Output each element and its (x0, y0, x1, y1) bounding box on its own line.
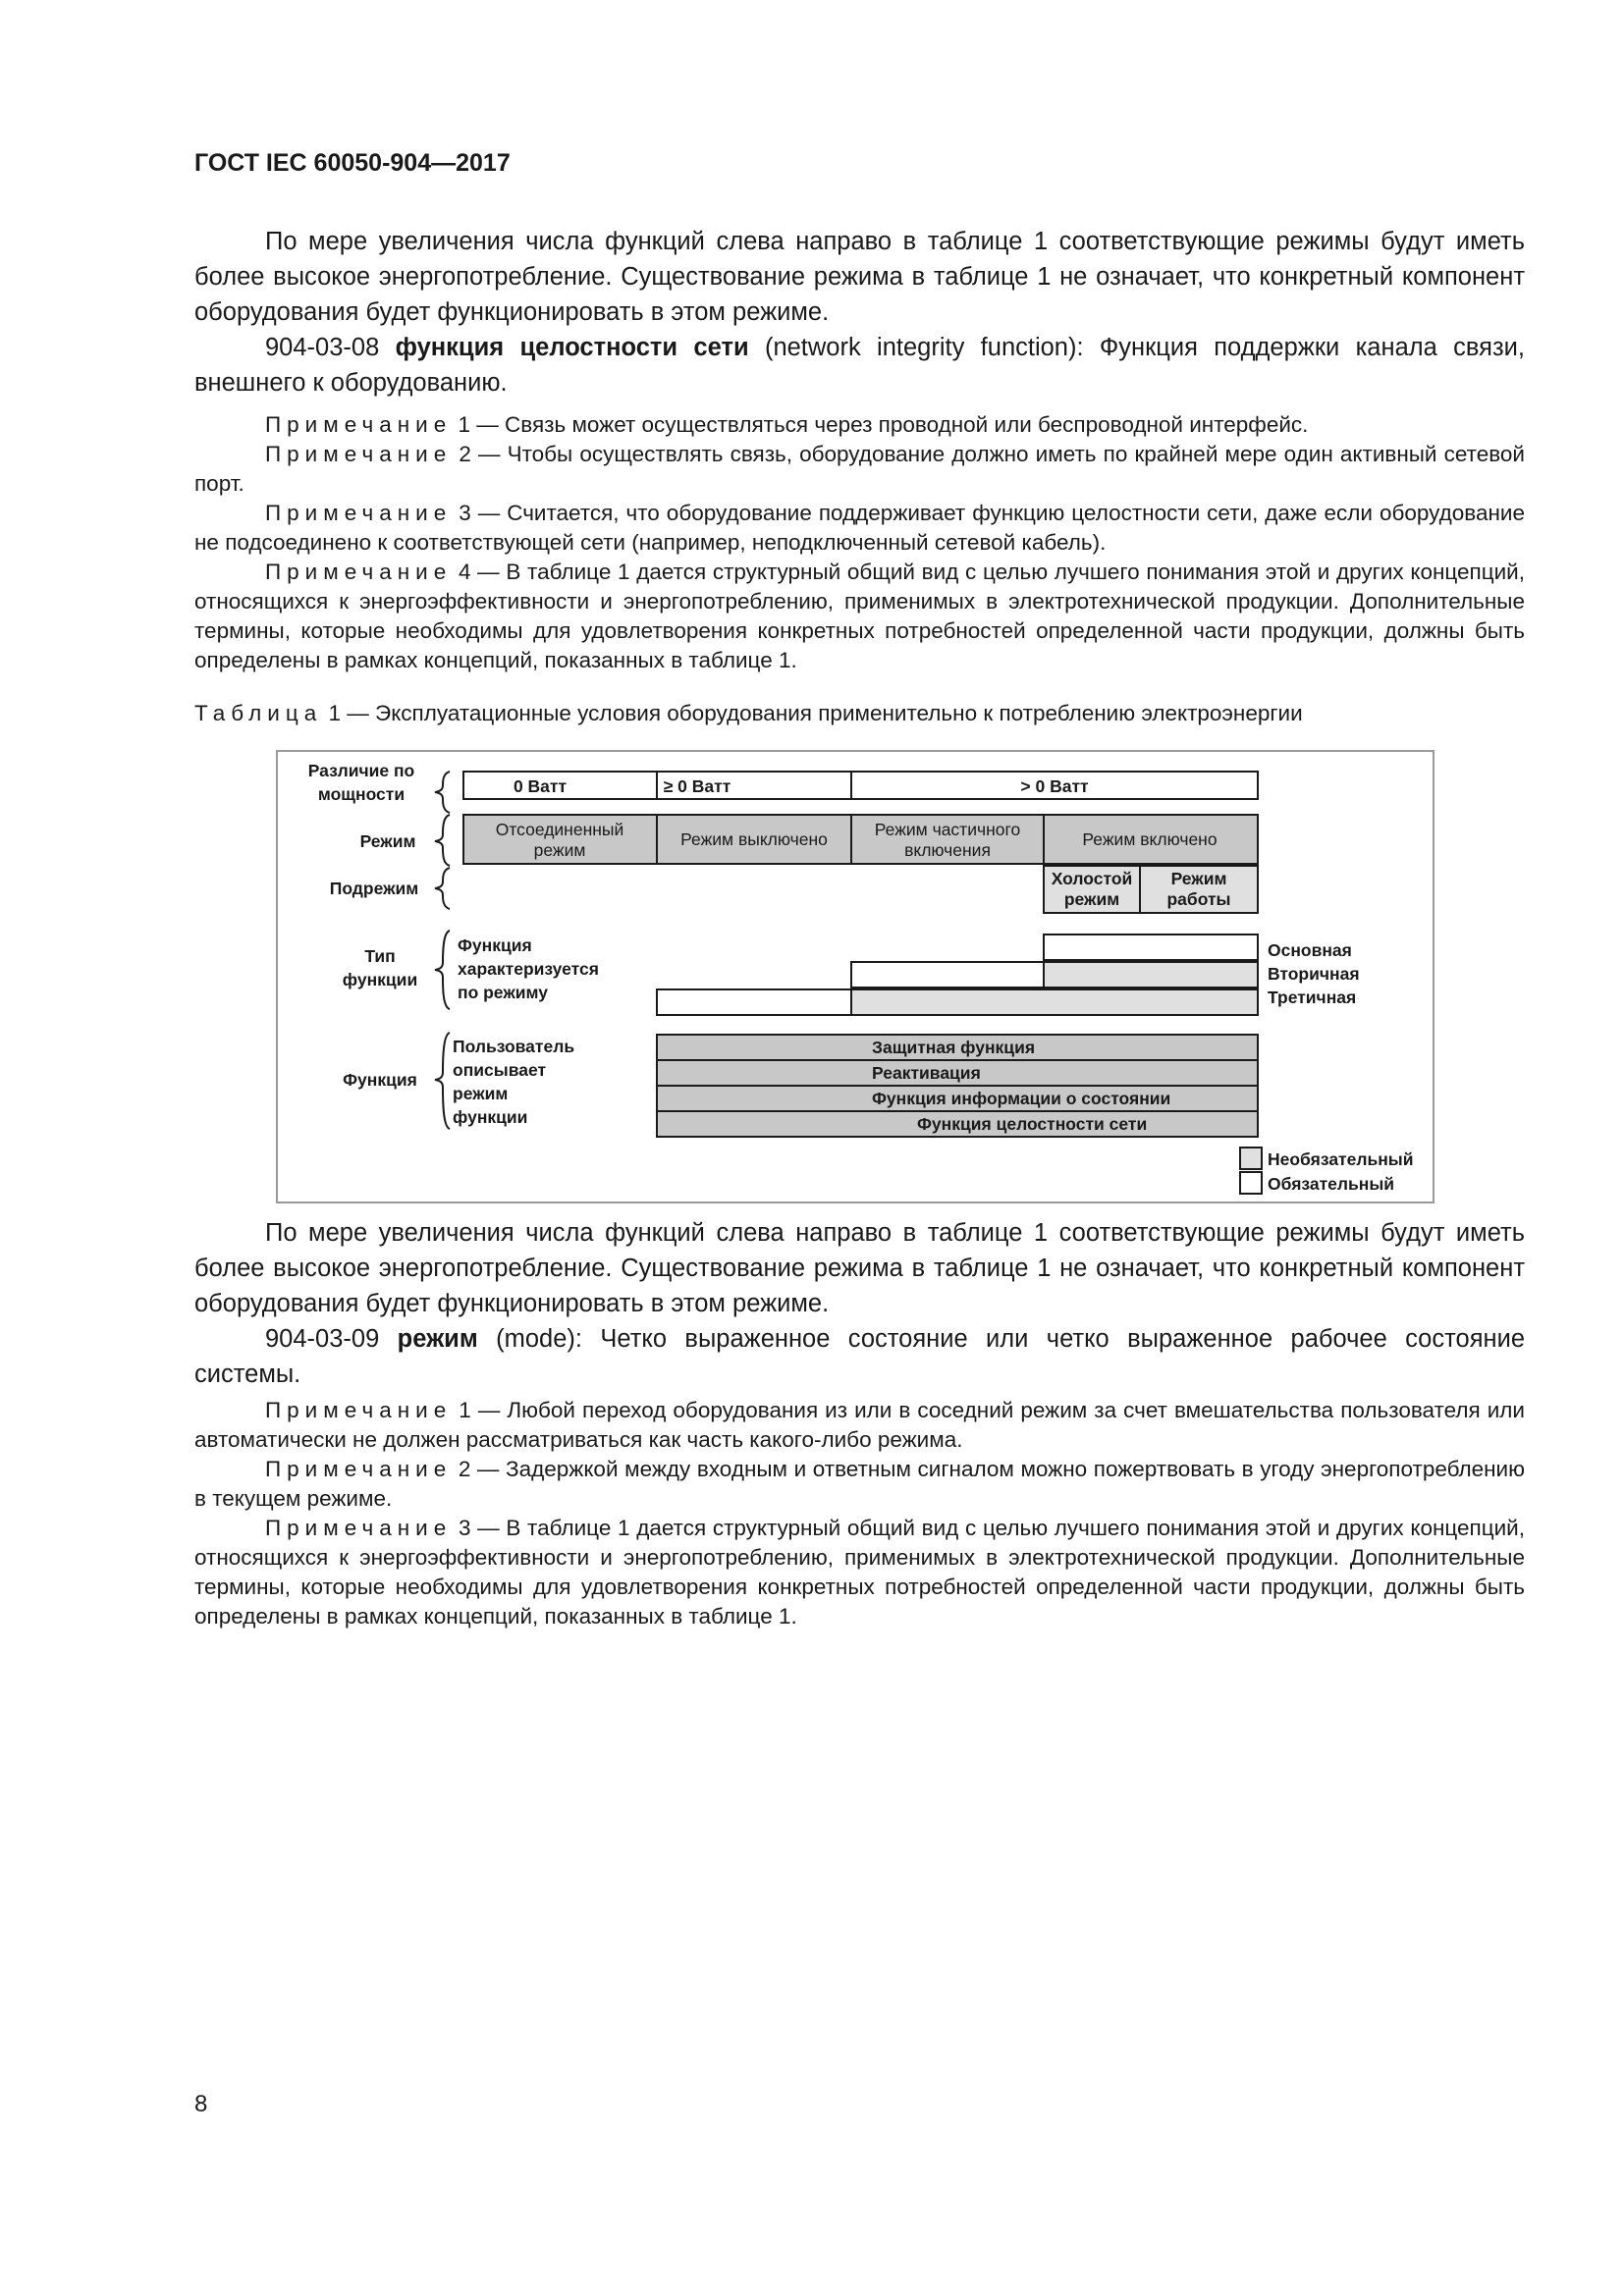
type-primary-bar (1044, 934, 1258, 960)
type-secondary-bar (851, 962, 1044, 988)
submode-label-idle-1: Холостой (1051, 869, 1133, 888)
function-desc-4: функции (453, 1107, 528, 1127)
note (194, 1396, 1525, 1455)
term-text: (network integrity function): Функция поддержки канала связи, внешнего к оборудованию. (194, 334, 1525, 397)
function-label-reactivation: Реактивация (872, 1063, 981, 1083)
note (194, 1455, 1525, 1514)
submode-label-work-2: работы (1166, 889, 1231, 909)
label-type-1: Тип (364, 946, 396, 966)
submode-label-work-1: Режим (1170, 869, 1227, 888)
note-label: Примечание (265, 412, 453, 437)
diagram-svg (278, 752, 1433, 1201)
body-block-1 (194, 224, 1525, 400)
note-text: 4 — В таблице 1 дается структурный общий вид с целью лучшего понимания этой и других концепций, относящихся к энергоэффективности и энергопотреблению, применимых в электротехнической продукции. Дополнительные термины, которые необходимы для удовлетворения конкретных потребностей определенной части продукции, должны быть определены в рамках концепций, показанных в таблице 1. (194, 560, 1525, 672)
mode-label-disconnected-2: режим (533, 840, 586, 860)
label-power-1: Различие по (307, 761, 415, 780)
term-definition (194, 330, 1525, 400)
note (194, 1514, 1525, 1631)
mode-label-disconnected-1: Отсоединенный (495, 820, 624, 839)
note-label: Примечание (265, 1398, 453, 1422)
caption-text: 1 — Эксплуатационные условия оборудования применительно к потреблению электроэнергии (328, 701, 1303, 725)
note-label: Примечание (265, 1457, 453, 1481)
label-type-2: функции (342, 970, 418, 989)
brace-function (435, 1033, 450, 1129)
legend-swatch-mandatory (1240, 1172, 1262, 1194)
function-desc-1: Пользователь (453, 1037, 575, 1056)
notes-block-2 (194, 1396, 1525, 1631)
paragraph: По мере увеличения числа функций слева направо в таблице 1 соответствующие режимы будут иметь более высокое энергопотребление. Существование режима в таблице 1 не означает, что конкретный компонент оборудования будет функционировать в этом режиме. (194, 1219, 1525, 1317)
note (194, 558, 1525, 675)
label-power-2: мощности (317, 784, 406, 804)
note-text: 1 — Любой переход оборудования из или в соседний режим за счет вмешательства пользователя или автоматически не должен рассматриваться как часть какого-либо режима. (194, 1398, 1525, 1452)
type-level-secondary: Вторичная (1268, 964, 1360, 984)
caption-label: Таблица (194, 701, 323, 725)
term-number: 904-03-09 (265, 1325, 380, 1353)
function-desc-2: описывает (453, 1060, 547, 1080)
type-desc-1: Функция (458, 935, 532, 955)
type-tertiary-bar (657, 989, 851, 1015)
legend-label-mandatory: Обязательный (1268, 1174, 1395, 1194)
mode-label-partial-2: включения (904, 840, 991, 860)
mode-label-off: Режим выключено (680, 829, 828, 849)
note-label: Примечание (265, 442, 453, 466)
body-block-2 (194, 1215, 1525, 1392)
note (194, 499, 1525, 558)
label-function: Функция (343, 1070, 417, 1090)
function-label-protection: Защитная функция (872, 1038, 1036, 1057)
power-label-gt0w: > 0 Ватт (1020, 776, 1089, 796)
function-label-status-info: Функция информации о состоянии (872, 1089, 1171, 1108)
type-desc-3: по режиму (458, 983, 548, 1002)
type-level-primary: Основная (1268, 940, 1352, 960)
legend-label-optional: Необязательный (1268, 1149, 1414, 1169)
page-number: 8 (194, 2091, 208, 2117)
term-definition (194, 1321, 1525, 1392)
document-header: ГОСТ IEC 60050-904—2017 (194, 149, 511, 177)
note (194, 440, 1525, 499)
note-text: 2 — Задержкой между входным и ответным сигналом можно пожертвовать в угоду энергопотреблению в текущем режиме. (194, 1457, 1525, 1511)
brace-submode (435, 868, 450, 909)
brace-power (435, 772, 450, 813)
term-number: 904-03-08 (265, 334, 380, 361)
term-name: режим (397, 1325, 478, 1353)
note-text: 2 — Чтобы осуществлять связь, оборудование должно иметь по крайней мере один активный сетевой порт. (194, 442, 1525, 496)
submode-label-idle-2: режим (1063, 889, 1120, 909)
mode-label-on: Режим включено (1082, 829, 1218, 849)
term-name: функция целостности сети (395, 334, 749, 361)
table-caption (194, 701, 1303, 726)
brace-type (435, 931, 450, 1009)
note (194, 410, 1525, 440)
note-label: Примечание (265, 1516, 453, 1540)
power-label-0w: 0 Ватт (513, 776, 568, 796)
legend-swatch-optional (1240, 1148, 1262, 1169)
note-label: Примечание (265, 560, 453, 584)
type-tertiary-fill (851, 989, 1258, 1015)
label-submode: Подрежим (329, 879, 419, 898)
power-modes-diagram (276, 750, 1435, 1203)
label-mode: Режим (359, 831, 416, 851)
brace-mode (435, 815, 450, 866)
type-secondary-fill (1044, 962, 1258, 988)
paragraph: По мере увеличения числа функций слева направо в таблице 1 соответствующие режимы будут иметь более высокое энергопотребление. Существование режима в таблице 1 не означает, что конкретный компонент оборудования будет функционировать в этом режиме. (194, 228, 1525, 326)
function-desc-3: режим (453, 1084, 509, 1103)
note-text: 3 — В таблице 1 дается структурный общий вид с целью лучшего понимания этой и других концепций, относящихся к энергоэффективности и энергопотреблению, применимых в электротехнической продукции. Дополнительные термины, которые необходимы для удовлетворения конкретных потребностей определенной части продукции, должны быть определены в рамках концепций, показанных в таблице 1. (194, 1516, 1525, 1629)
function-label-network-integrity: Функция целостности сети (917, 1114, 1148, 1134)
type-desc-2: характеризуется (458, 959, 599, 979)
type-level-tertiary: Третичная (1268, 988, 1357, 1007)
note-label: Примечание (265, 501, 453, 525)
term-text: (mode): Четко выраженное состояние или четко выраженное рабочее состояние системы. (194, 1325, 1526, 1388)
notes-block-1 (194, 410, 1525, 675)
power-label-ge0w: ≥ 0 Ватт (663, 776, 731, 796)
note-text: 3 — Считается, что оборудование поддерживает функцию целостности сети, даже если оборудование не подсоединено к соответствующей сети (например, неподключенный сетевой кабель). (194, 501, 1525, 555)
note-text: 1 — Связь может осуществляться через проводной или беспроводной интерфейс. (458, 412, 1309, 437)
mode-label-partial-1: Режим частичного (874, 820, 1021, 839)
